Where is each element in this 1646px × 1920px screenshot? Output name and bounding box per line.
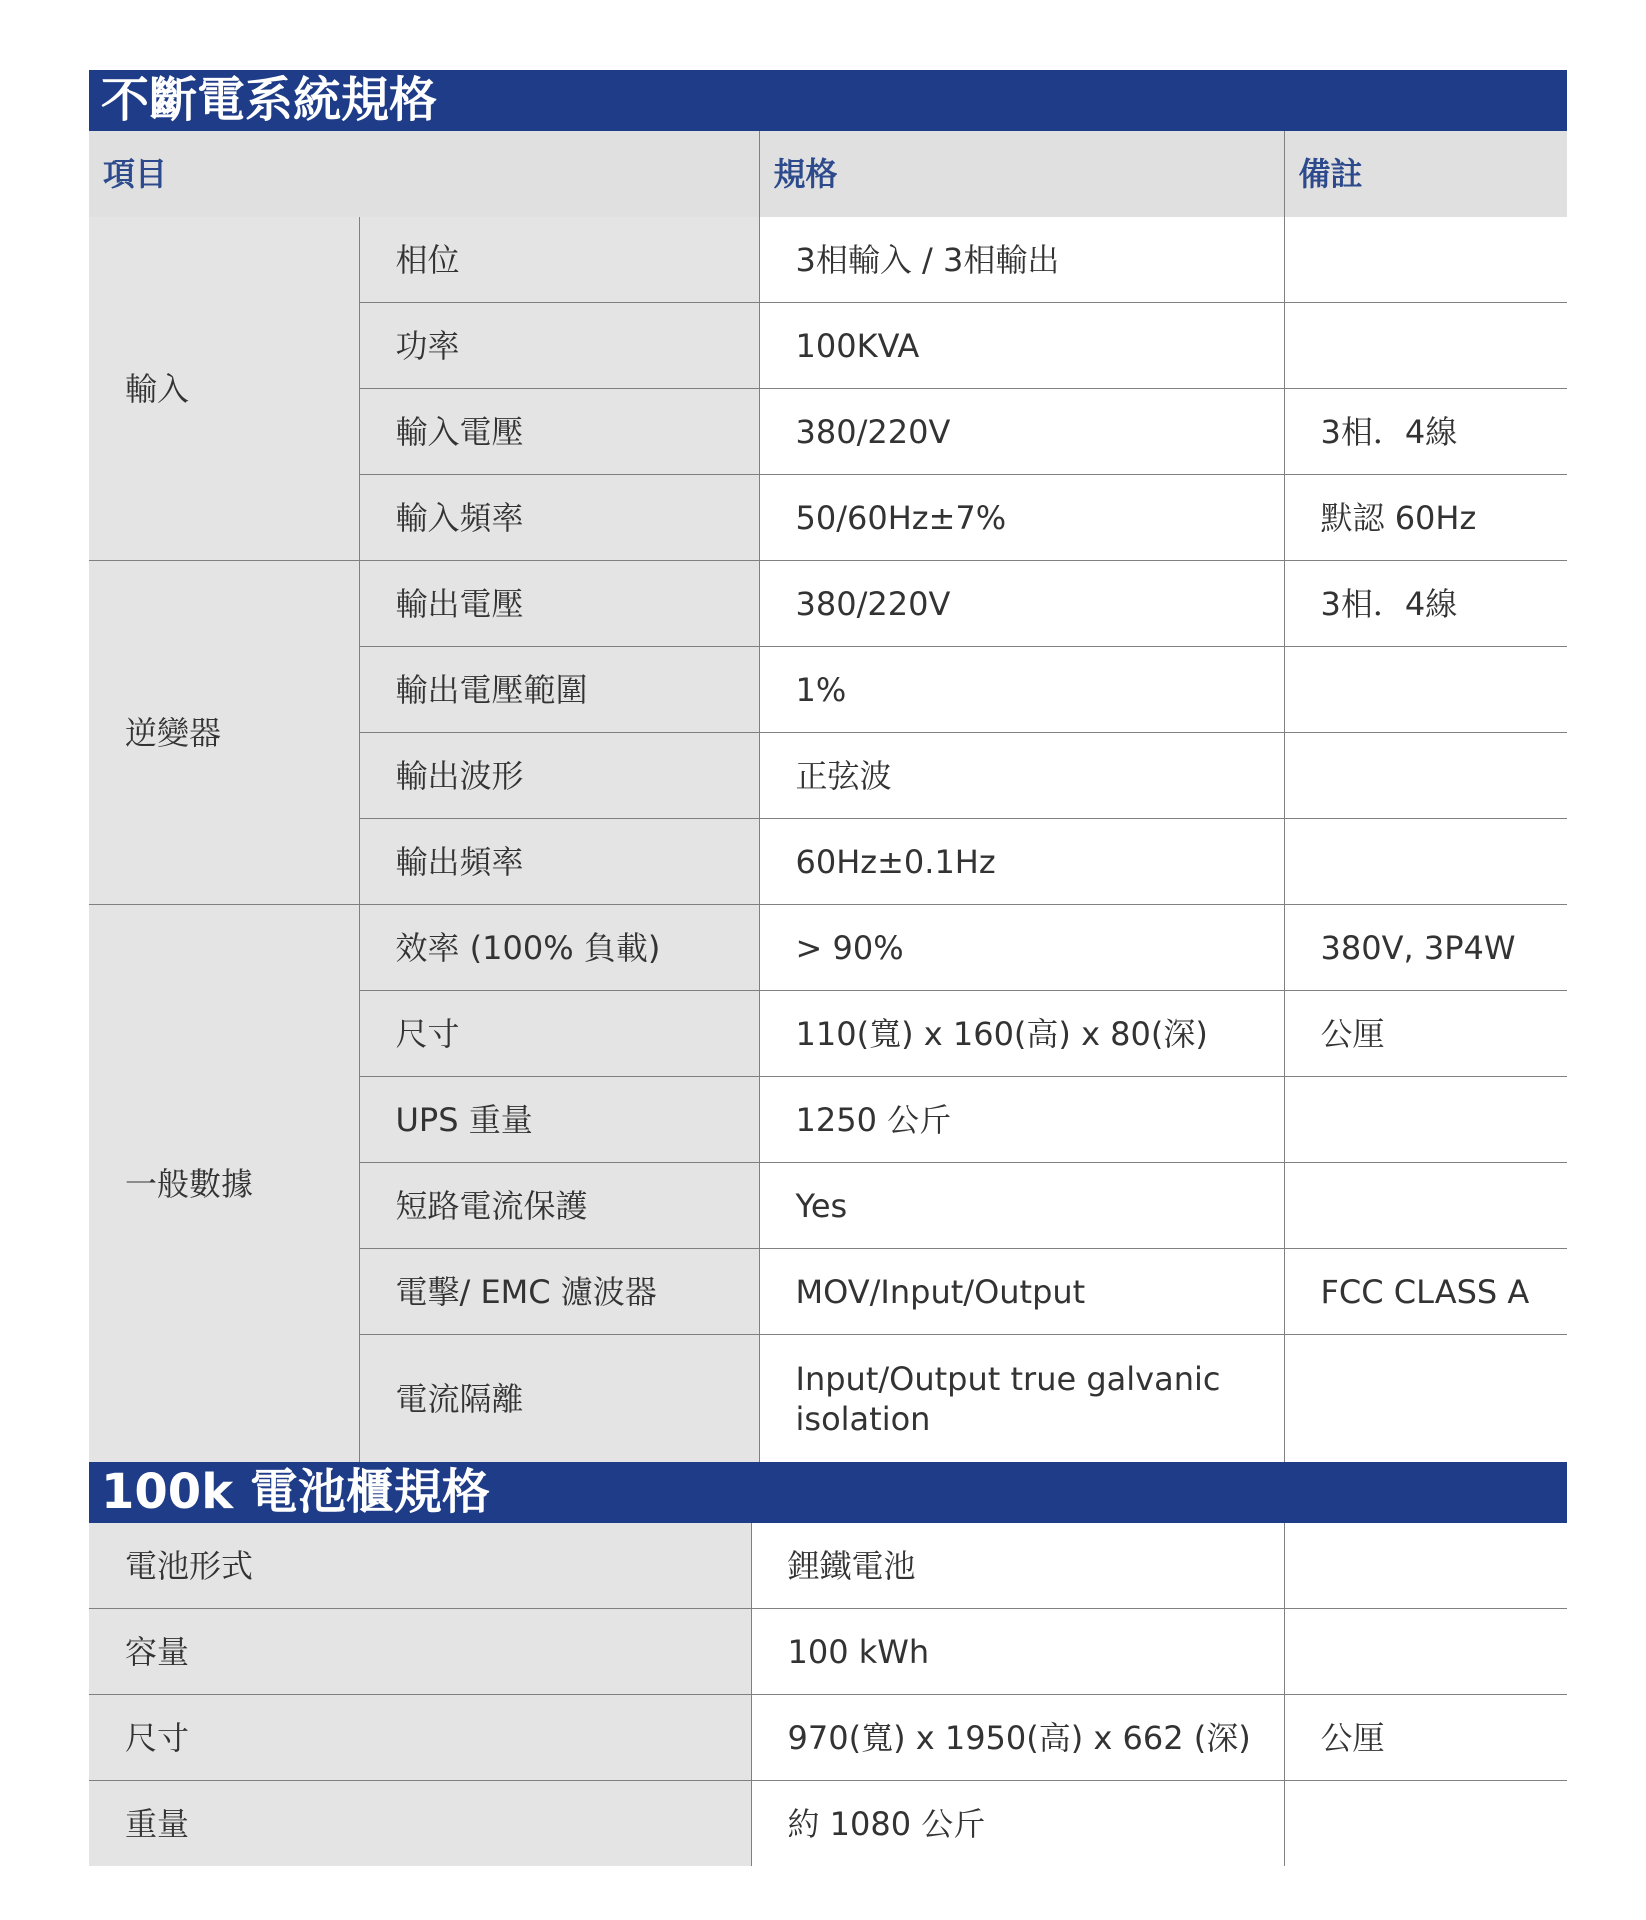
item-cell: 輸出電壓範圍 <box>359 647 759 733</box>
header-item: 項目 <box>89 131 759 217</box>
item-cell: 輸出頻率 <box>359 819 759 905</box>
note-cell: 公厘 <box>1284 991 1567 1077</box>
spec-cell: MOV/Input/Output <box>759 1249 1284 1335</box>
group-label-inverter: 逆變器 <box>89 561 359 905</box>
battery-spec-table <box>89 1523 1567 1866</box>
spec-cell: 380/220V <box>759 389 1284 475</box>
spec-cell: 1250 公斤 <box>759 1077 1284 1163</box>
item-cell: 輸入電壓 <box>359 389 759 475</box>
item-cell: 尺寸 <box>359 991 759 1077</box>
item-cell: 相位 <box>359 217 759 303</box>
note-cell: 公厘 <box>1284 1695 1567 1781</box>
spec-cell: 正弦波 <box>759 733 1284 819</box>
spec-cell: 鋰鐵電池 <box>751 1523 1284 1609</box>
note-cell <box>1284 1523 1567 1609</box>
item-cell: 電流隔離 <box>359 1335 759 1463</box>
note-cell <box>1284 1335 1567 1463</box>
note-cell: 3相．4線 <box>1284 389 1567 475</box>
item-cell: 短路電流保護 <box>359 1163 759 1249</box>
item-cell: 容量 <box>89 1609 751 1695</box>
spec-sheet <box>89 70 1567 1866</box>
note-cell <box>1284 1163 1567 1249</box>
item-cell: 電池形式 <box>89 1523 751 1609</box>
note-cell <box>1284 217 1567 303</box>
item-cell: UPS 重量 <box>359 1077 759 1163</box>
group-label-general: 一般數據 <box>89 905 359 1463</box>
table-row <box>89 1781 1567 1867</box>
item-cell: 重量 <box>89 1781 751 1867</box>
item-cell: 電擊/ EMC 濾波器 <box>359 1249 759 1335</box>
table-row <box>89 905 1567 991</box>
item-cell: 輸出電壓 <box>359 561 759 647</box>
spec-cell: 110(寬) x 160(高) x 80(深) <box>759 991 1284 1077</box>
spec-cell: 380/220V <box>759 561 1284 647</box>
battery-section-title: 100k 電池櫃規格 <box>89 1462 1567 1523</box>
table-row <box>89 1609 1567 1695</box>
item-cell: 輸入頻率 <box>359 475 759 561</box>
spec-cell: 60Hz±0.1Hz <box>759 819 1284 905</box>
note-cell: 默認 60Hz <box>1284 475 1567 561</box>
spec-cell: 100KVA <box>759 303 1284 389</box>
note-cell <box>1284 733 1567 819</box>
note-cell: FCC CLASS A <box>1284 1249 1567 1335</box>
note-cell <box>1284 1781 1567 1867</box>
header-spec: 規格 <box>759 131 1284 217</box>
table-header-row <box>89 131 1567 217</box>
note-cell <box>1284 303 1567 389</box>
note-cell <box>1284 819 1567 905</box>
spec-cell: Yes <box>759 1163 1284 1249</box>
spec-cell: 100 kWh <box>751 1609 1284 1695</box>
item-cell: 功率 <box>359 303 759 389</box>
note-cell <box>1284 1609 1567 1695</box>
item-cell: 效率 (100% 負載) <box>359 905 759 991</box>
spec-cell: 約 1080 公斤 <box>751 1781 1284 1867</box>
table-row <box>89 1695 1567 1781</box>
spec-cell: 3相輸入 / 3相輸出 <box>759 217 1284 303</box>
spec-cell: 50/60Hz±7% <box>759 475 1284 561</box>
table-row <box>89 217 1567 303</box>
ups-section-title: 不斷電系統規格 <box>89 70 1567 131</box>
note-cell <box>1284 647 1567 733</box>
note-cell: 3相．4線 <box>1284 561 1567 647</box>
note-cell: 380V, 3P4W <box>1284 905 1567 991</box>
note-cell <box>1284 1077 1567 1163</box>
table-row <box>89 561 1567 647</box>
spec-cell: 1% <box>759 647 1284 733</box>
group-label-input: 輸入 <box>89 217 359 561</box>
spec-cell: 970(寬) x 1950(高) x 662 (深) <box>751 1695 1284 1781</box>
spec-cell: > 90% <box>759 905 1284 991</box>
header-note: 備註 <box>1284 131 1567 217</box>
item-cell: 輸出波形 <box>359 733 759 819</box>
spec-cell: Input/Output true galvanic isolation <box>759 1335 1284 1463</box>
ups-spec-table <box>89 131 1567 1462</box>
table-row <box>89 1523 1567 1609</box>
item-cell: 尺寸 <box>89 1695 751 1781</box>
